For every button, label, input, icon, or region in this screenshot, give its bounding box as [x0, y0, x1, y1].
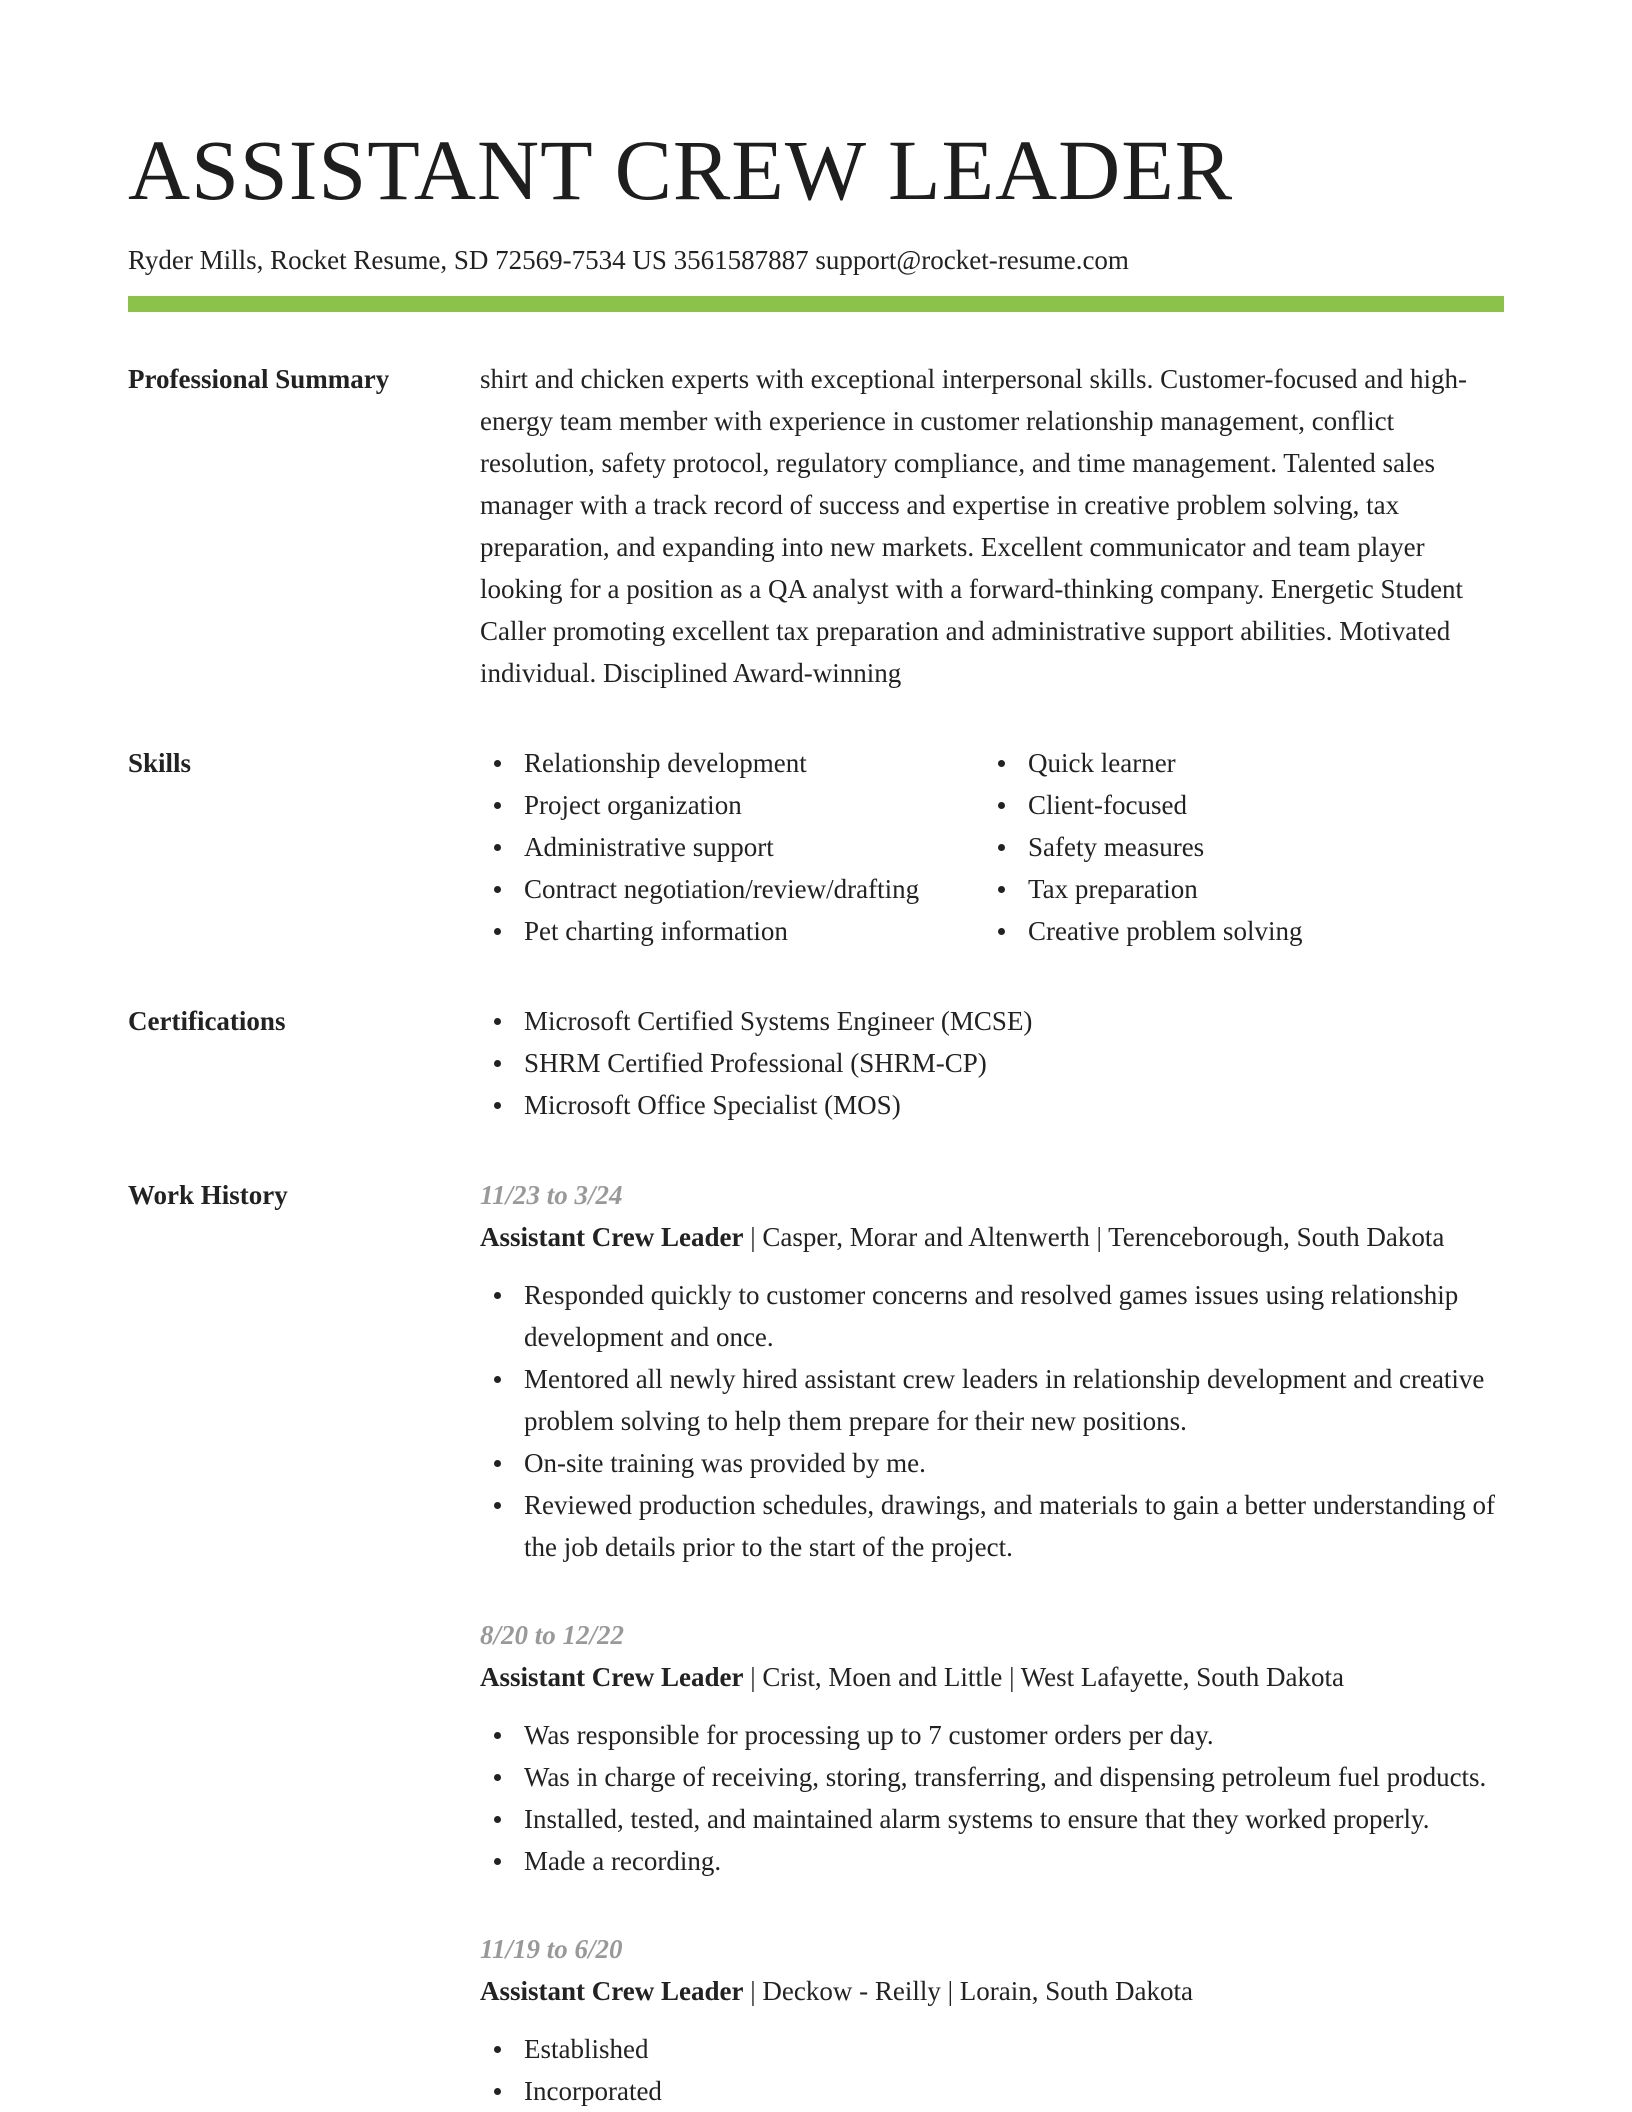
job-bullet: Responded quickly to customer concerns and resolved games issues using relationship development and once.: [480, 1274, 1504, 1358]
skill-item: Pet charting information: [480, 910, 984, 952]
section-label-skills: Skills: [128, 748, 192, 778]
job-details: | Deckow - Reilly | Lorain, South Dakota: [750, 1976, 1193, 2006]
job-dates: 11/23 to 3/24: [480, 1180, 623, 1210]
certification-item: Microsoft Certified Systems Engineer (MCSE): [480, 1000, 1504, 1042]
job-details: | Crist, Moen and Little | West Lafayette, South Dakota: [750, 1662, 1344, 1692]
job-title: Assistant Crew Leader: [480, 1662, 744, 1692]
job-dates: 8/20 to 12/22: [480, 1620, 625, 1650]
skills-section: [128, 742, 1504, 952]
job-title: Assistant Crew Leader: [480, 1976, 744, 2006]
job-dates: 11/19 to 6/20: [480, 1934, 623, 1964]
job-bullet: Incorporated: [480, 2070, 1504, 2112]
skill-item: Project organization: [480, 784, 984, 826]
section-label-work-history: Work History: [128, 1180, 288, 1210]
job-bullet: Established: [480, 2028, 1504, 2070]
skill-item: Quick learner: [984, 742, 1504, 784]
contact-name-address: Ryder Mills, Rocket Resume, SD 72569-7534 US: [128, 245, 667, 275]
skills-list-right: [984, 742, 1504, 952]
job-bullet: Installed, tested, and maintained alarm systems to ensure that they worked properly.: [480, 1798, 1504, 1840]
skill-item: Tax preparation: [984, 868, 1504, 910]
summary-text: shirt and chicken experts with exceptional interpersonal skills. Customer-focused and high-energy team member with experience in customer relationship management, conflict resolution, safety protocol, regulatory compliance, and time management. Talented sales manager with a track record of success and expertise in creative problem solving, tax preparation, and expanding into new markets. Excellent communicator and team player looking for a position as a QA analyst with a forward-thinking company. Energetic Student Caller promoting excellent tax preparation and administrative support abilities. Motivated individual. Disciplined Award-winning: [480, 364, 1467, 688]
work-history-section: [128, 1174, 1504, 2112]
certification-item: Microsoft Office Specialist (MOS): [480, 1084, 1504, 1126]
job-heading: [480, 1656, 1504, 1698]
job-heading: [480, 1216, 1504, 1258]
skill-item: Administrative support: [480, 826, 984, 868]
skill-item: Contract negotiation/review/drafting: [480, 868, 984, 910]
skills-list-left: [480, 742, 984, 952]
section-label-certifications: Certifications: [128, 1006, 286, 1036]
certifications-section: [128, 1000, 1504, 1126]
certification-item: SHRM Certified Professional (SHRM-CP): [480, 1042, 1504, 1084]
contact-phone: 3561587887: [673, 245, 809, 275]
header-accent-rule: [128, 296, 1504, 312]
job-bullet: On-site training was provided by me.: [480, 1442, 1504, 1484]
contact-email: support@rocket-resume.com: [815, 245, 1129, 275]
resume-page: [128, 118, 1504, 2112]
job-bullet: Made a recording.: [480, 1840, 1504, 1882]
skill-item: Relationship development: [480, 742, 984, 784]
job-bullets: [480, 1274, 1504, 1568]
job-entry: [480, 1928, 1504, 2112]
job-bullets: [480, 2028, 1504, 2112]
job-title: Assistant Crew Leader: [480, 1222, 744, 1252]
job-bullet: Reviewed production schedules, drawings, and materials to gain a better understanding of the job details prior to the start of the project.: [480, 1484, 1504, 1568]
resume-title: ASSISTANT CREW LEADER: [128, 122, 1234, 218]
job-bullets: [480, 1714, 1504, 1882]
section-label-summary: Professional Summary: [128, 364, 390, 394]
job-entry: [480, 1174, 1504, 1568]
job-bullet: Was in charge of receiving, storing, transferring, and dispensing petroleum fuel products.: [480, 1756, 1504, 1798]
job-heading: [480, 1970, 1504, 2012]
job-details: | Casper, Morar and Altenwerth | Terenceborough, South Dakota: [750, 1222, 1445, 1252]
contact-line: [128, 242, 1504, 278]
summary-section: [128, 358, 1504, 694]
job-bullet: Was responsible for processing up to 7 customer orders per day.: [480, 1714, 1504, 1756]
skill-item: Safety measures: [984, 826, 1504, 868]
job-bullet: Mentored all newly hired assistant crew leaders in relationship development and creative problem solving to help them prepare for their new positions.: [480, 1358, 1504, 1442]
job-entry: [480, 1614, 1504, 1882]
skill-item: Creative problem solving: [984, 910, 1504, 952]
certifications-list: [480, 1000, 1504, 1126]
skill-item: Client-focused: [984, 784, 1504, 826]
